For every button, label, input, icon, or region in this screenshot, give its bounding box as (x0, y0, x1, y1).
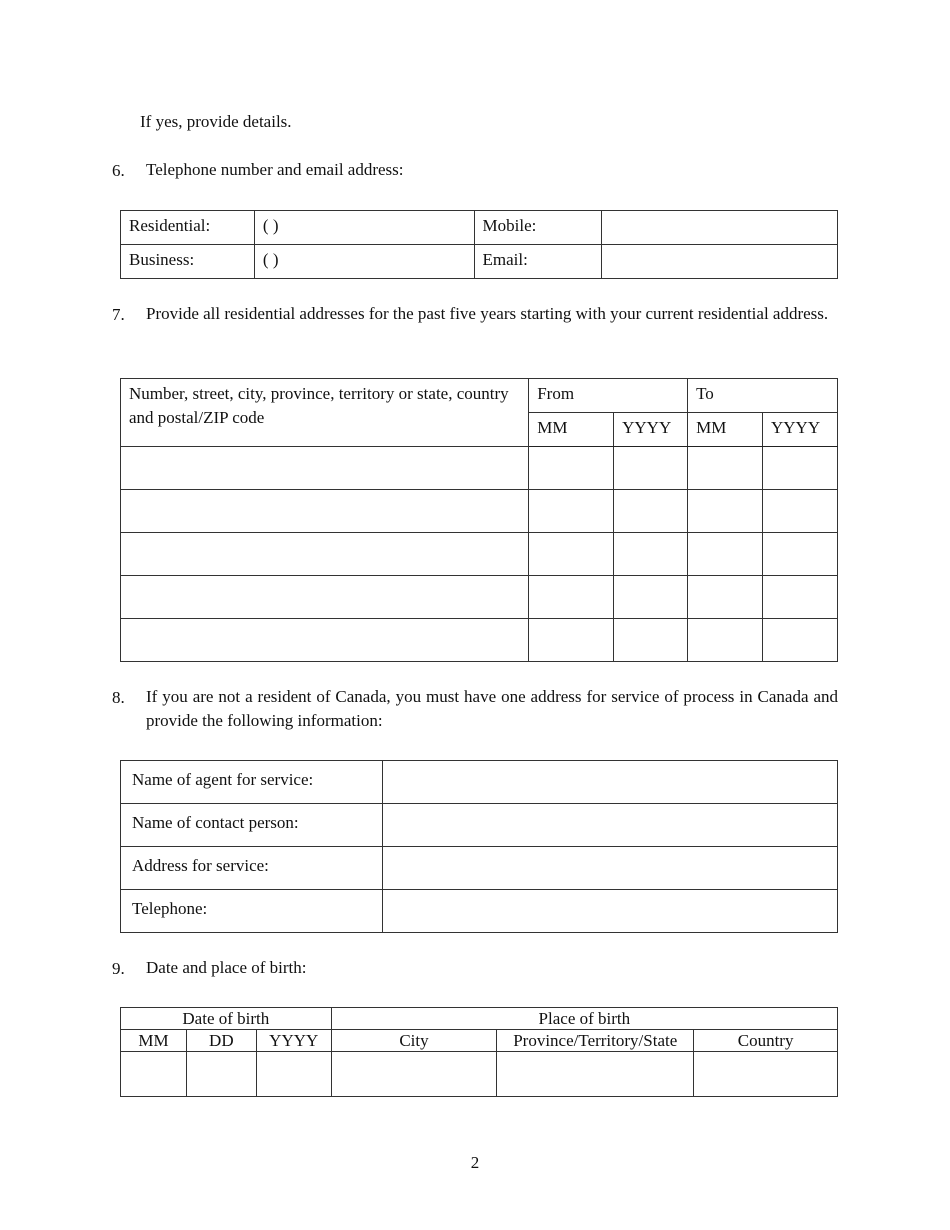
birth-country-field[interactable] (694, 1052, 838, 1097)
business-label: Business: (121, 245, 255, 279)
table-row (121, 804, 838, 847)
address-field[interactable] (121, 576, 529, 619)
service-address-label: Address for service: (121, 847, 383, 890)
table-row (121, 619, 838, 662)
birth-yyyy-field[interactable] (256, 1052, 331, 1097)
to-mm-field[interactable] (688, 490, 763, 533)
table-row (121, 447, 838, 490)
date-of-birth-header: Date of birth (121, 1008, 332, 1030)
to-yyyy-field[interactable] (763, 619, 838, 662)
table-row (121, 490, 838, 533)
from-yyyy-header: YYYY (614, 413, 688, 447)
from-mm-field[interactable] (529, 576, 614, 619)
from-mm-field[interactable] (529, 533, 614, 576)
table-row (121, 761, 838, 804)
q6-text: Telephone number and email address: (146, 160, 404, 179)
birth-province-header: Province/Territory/State (497, 1030, 694, 1052)
from-yyyy-field[interactable] (614, 576, 688, 619)
to-mm-field[interactable] (688, 447, 763, 490)
birth-dd-field[interactable] (186, 1052, 256, 1097)
service-address-field[interactable] (382, 847, 837, 890)
from-mm-field[interactable] (529, 447, 614, 490)
table-row (121, 245, 838, 279)
from-yyyy-field[interactable] (614, 533, 688, 576)
mobile-phone-field[interactable] (602, 211, 838, 245)
table-row (121, 847, 838, 890)
business-phone-field[interactable]: ( ) (254, 245, 474, 279)
birth-country-header: Country (694, 1030, 838, 1052)
to-yyyy-field[interactable] (763, 533, 838, 576)
q9-birth-table (120, 1007, 838, 1097)
q8-number: 8. (112, 688, 125, 707)
to-yyyy-header: YYYY (763, 413, 838, 447)
table-row (121, 211, 838, 245)
intro-text: If yes, provide details. (140, 112, 292, 131)
residential-phone-field[interactable]: ( ) (254, 211, 474, 245)
to-mm-field[interactable] (688, 619, 763, 662)
birth-yyyy-header: YYYY (256, 1030, 331, 1052)
address-field[interactable] (121, 533, 529, 576)
from-mm-field[interactable] (529, 619, 614, 662)
table-row (121, 576, 838, 619)
from-yyyy-field[interactable] (614, 619, 688, 662)
q7-number: 7. (112, 305, 125, 324)
from-mm-field[interactable] (529, 490, 614, 533)
q9-number: 9. (112, 959, 125, 978)
birth-city-field[interactable] (331, 1052, 497, 1097)
table-header-row (121, 1008, 838, 1030)
to-mm-field[interactable] (688, 576, 763, 619)
mobile-label: Mobile: (474, 211, 602, 245)
table-row (121, 890, 838, 933)
page-number: 2 (470, 1153, 480, 1172)
agent-name-label: Name of agent for service: (121, 761, 383, 804)
q9-text: Date and place of birth: (146, 958, 307, 977)
address-field[interactable] (121, 447, 529, 490)
to-mm-field[interactable] (688, 533, 763, 576)
agent-name-field[interactable] (382, 761, 837, 804)
contact-person-field[interactable] (382, 804, 837, 847)
birth-province-field[interactable] (497, 1052, 694, 1097)
residential-label: Residential: (121, 211, 255, 245)
to-header: To (688, 379, 838, 413)
to-yyyy-field[interactable] (763, 490, 838, 533)
q8-text: If you are not a resident of Canada, you must have one address for service of process in Canada and provide the following information: (146, 687, 838, 730)
table-header-row (121, 379, 838, 413)
q8-service-table (120, 760, 838, 933)
table-row (121, 1052, 838, 1097)
q7-text: Provide all residential addresses for the past five years starting with your current residential address. (146, 304, 829, 323)
from-yyyy-field[interactable] (614, 490, 688, 533)
to-yyyy-field[interactable] (763, 576, 838, 619)
contact-person-label: Name of contact person: (121, 804, 383, 847)
q6-number: 6. (112, 161, 125, 180)
address-field[interactable] (121, 490, 529, 533)
birth-mm-field[interactable] (121, 1052, 187, 1097)
birth-mm-header: MM (121, 1030, 187, 1052)
email-label: Email: (474, 245, 602, 279)
from-yyyy-field[interactable] (614, 447, 688, 490)
q6-phone-table (120, 210, 838, 279)
telephone-field[interactable] (382, 890, 837, 933)
address-column-header: Number, street, city, province, territory or state, country and postal/ZIP code (121, 379, 529, 447)
birth-city-header: City (331, 1030, 497, 1052)
from-header: From (529, 379, 688, 413)
table-row (121, 533, 838, 576)
address-field[interactable] (121, 619, 529, 662)
email-field[interactable] (602, 245, 838, 279)
place-of-birth-header: Place of birth (331, 1008, 837, 1030)
table-header-row (121, 1030, 838, 1052)
to-mm-header: MM (688, 413, 763, 447)
q7-address-table (120, 378, 838, 662)
to-yyyy-field[interactable] (763, 447, 838, 490)
from-mm-header: MM (529, 413, 614, 447)
telephone-label: Telephone: (121, 890, 383, 933)
birth-dd-header: DD (186, 1030, 256, 1052)
